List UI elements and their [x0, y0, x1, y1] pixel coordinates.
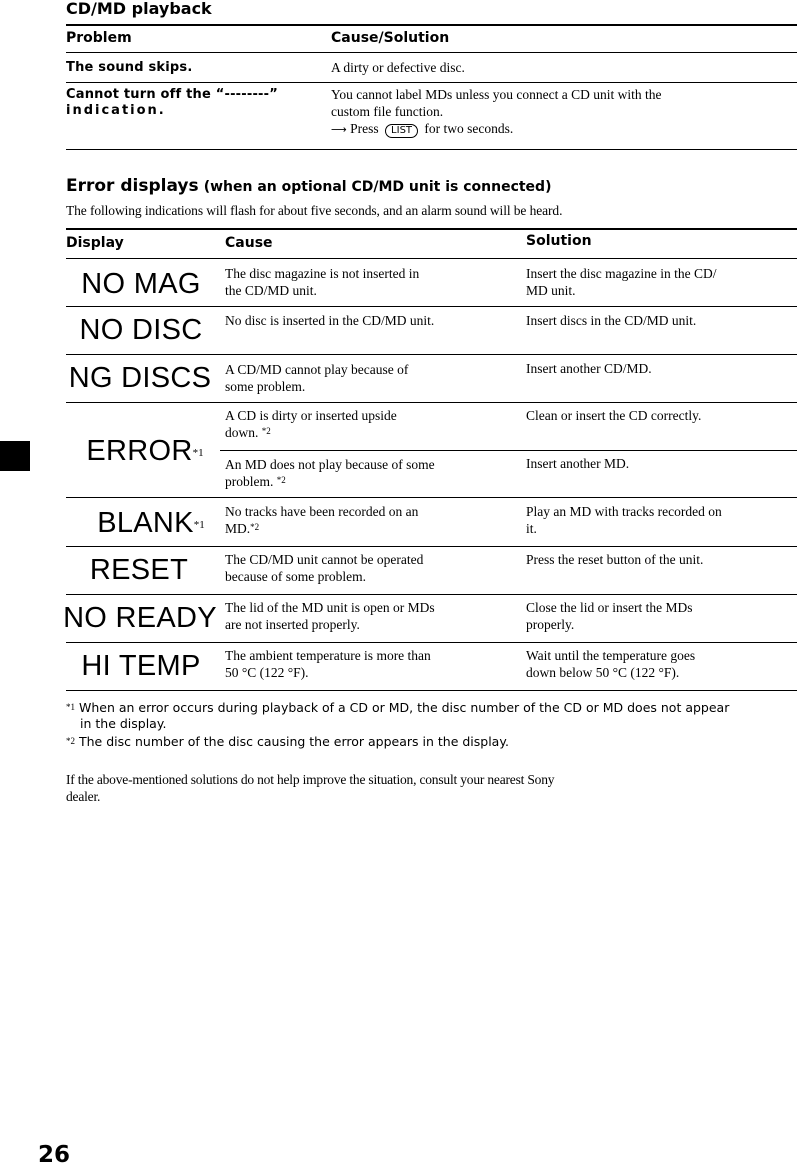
- cause-line: The lid of the MD unit is open or MDs: [225, 600, 435, 615]
- cause-cell: [225, 503, 418, 537]
- cause-line: A CD is dirty or inserted upside: [225, 408, 397, 423]
- page-number: 26: [38, 1142, 71, 1168]
- footnote: [66, 734, 509, 750]
- rule: [220, 450, 797, 451]
- section-tab-marker: [0, 441, 30, 471]
- cause-text: problem.: [225, 474, 277, 489]
- header-problem: Problem: [66, 30, 132, 46]
- solution-cell: Insert discs in the CD/MD unit.: [526, 313, 697, 328]
- cause-cell: [225, 647, 431, 681]
- problem-text: [66, 87, 278, 119]
- problem-text: The sound skips.: [66, 60, 193, 75]
- cause-line: [225, 424, 397, 441]
- display-indicator: NO MAG: [81, 268, 201, 300]
- rule: [66, 149, 797, 150]
- cause-line: custom file function.: [331, 104, 444, 119]
- header-cause-solution: Cause/Solution: [331, 30, 450, 46]
- footnote-mark: *2: [66, 736, 75, 746]
- problem-line: indication.: [66, 103, 166, 118]
- cause-line: 50 °C (122 °F).: [225, 665, 309, 680]
- cause-line: because of some problem.: [225, 569, 366, 584]
- display-indicator: NG DISCS: [68, 362, 212, 394]
- solution-cell: Clean or insert the CD correctly.: [526, 408, 702, 423]
- footnote-mark: *1: [192, 447, 204, 459]
- cause-text: down.: [225, 425, 262, 440]
- cause-line: [225, 520, 418, 537]
- cause-cell: [225, 551, 423, 585]
- press-label: Press: [350, 121, 379, 136]
- closing-paragraph: [66, 771, 554, 805]
- solution-cell: [526, 503, 722, 537]
- header-cause: Cause: [225, 235, 273, 251]
- cause-line: the CD/MD unit.: [225, 283, 317, 298]
- solution-cell: [526, 647, 695, 681]
- header-display: Display: [66, 235, 124, 251]
- rule: [66, 690, 797, 691]
- cause-cell: [225, 456, 435, 490]
- display-indicator: HI TEMP: [81, 650, 201, 682]
- solution-cell: Press the reset button of the unit.: [526, 552, 704, 567]
- footnote-mark: *2: [261, 426, 271, 436]
- cause-line: A CD/MD cannot play because of: [225, 362, 409, 377]
- cause-text: A dirty or defective disc.: [331, 60, 465, 75]
- rule: [66, 642, 797, 643]
- rule: [66, 546, 797, 547]
- display-text: BLANK: [97, 507, 194, 539]
- press-tail: for two seconds.: [424, 121, 514, 136]
- cause-line: The CD/MD unit cannot be operated: [225, 552, 424, 567]
- cause-cell: [225, 265, 419, 299]
- rule: [66, 594, 797, 595]
- solution-line: it.: [526, 521, 537, 536]
- display-text: ERROR: [86, 435, 193, 467]
- display-indicator: [70, 435, 220, 467]
- arrow-right-icon: ⟶: [331, 123, 347, 136]
- intro-text: The following indications will flash for about five seconds, and an alarm sound will be heard.: [66, 203, 563, 218]
- problem-line: Cannot turn off the “--------”: [66, 87, 278, 102]
- solution-line: properly.: [526, 617, 575, 632]
- solution-line: Close the lid or insert the MDs: [526, 600, 693, 615]
- error-section-title: [66, 176, 551, 196]
- press-instruction: [331, 120, 661, 138]
- footnote-text: The disc number of the disc causing the error appears in the display.: [78, 734, 509, 749]
- cause-text: MD.: [225, 521, 251, 536]
- solution-line: Wait until the temperature goes: [526, 648, 696, 663]
- rule: [66, 228, 797, 230]
- rule: [66, 24, 797, 26]
- display-indicator: NO READY: [63, 602, 217, 634]
- error-title: Error displays: [66, 176, 199, 196]
- cause-line: are not inserted properly.: [225, 617, 360, 632]
- display-indicator: NO DISC: [79, 314, 203, 346]
- rule: [66, 402, 797, 403]
- cause-cell: No disc is inserted in the CD/MD unit.: [225, 313, 435, 328]
- solution-cell: Insert another MD.: [526, 456, 630, 471]
- solution-cell: Insert another CD/MD.: [526, 361, 652, 376]
- rule: [66, 258, 797, 259]
- rule: [66, 354, 797, 355]
- rule: [66, 52, 797, 53]
- cause-line: An MD does not play because of some: [225, 457, 435, 472]
- closing-line: If the above-mentioned solutions do not help improve the situation, consult your nearest Sony: [66, 772, 555, 787]
- display-indicator: RESET: [89, 554, 189, 586]
- footnote-mark: *1: [66, 702, 75, 712]
- cause-cell: [225, 407, 397, 441]
- cause-text: [331, 86, 661, 138]
- header-solution: Solution: [526, 233, 592, 249]
- rule: [66, 82, 797, 83]
- footnote-mark: *1: [193, 519, 205, 531]
- cause-cell: [225, 599, 435, 633]
- footnote-mark: *2: [276, 475, 286, 485]
- cause-line: No tracks have been recorded on an: [225, 504, 419, 519]
- list-button-icon: LIST: [385, 124, 418, 138]
- footnote-line: in the display.: [80, 716, 167, 731]
- cause-line: You cannot label MDs unless you connect a CD unit with the: [331, 87, 662, 102]
- footnote-line: [66, 700, 729, 716]
- solution-line: Play an MD with tracks recorded on: [526, 504, 722, 519]
- footnote-mark: *2: [250, 522, 260, 532]
- cause-cell: [225, 361, 408, 395]
- solution-line: MD unit.: [526, 283, 576, 298]
- cause-line: some problem.: [225, 379, 306, 394]
- rule: [66, 497, 797, 498]
- error-subtitle: (when an optional CD/MD unit is connected): [203, 179, 552, 195]
- footnote-text: When an error occurs during playback of a CD or MD, the disc number of the CD or MD does not appear: [78, 700, 730, 715]
- solution-line: down below 50 °C (122 °F).: [526, 665, 680, 680]
- display-indicator: [76, 507, 226, 539]
- solution-cell: [526, 599, 692, 633]
- cause-line: [225, 473, 435, 490]
- footnote: [66, 700, 729, 732]
- closing-line: dealer.: [66, 789, 101, 804]
- solution-line: Insert the disc magazine in the CD/: [526, 266, 717, 281]
- cause-line: The ambient temperature is more than: [225, 648, 431, 663]
- cause-line: The disc magazine is not inserted in: [225, 266, 420, 281]
- rule: [66, 306, 797, 307]
- solution-cell: [526, 265, 716, 299]
- section-title: CD/MD playback: [66, 0, 212, 18]
